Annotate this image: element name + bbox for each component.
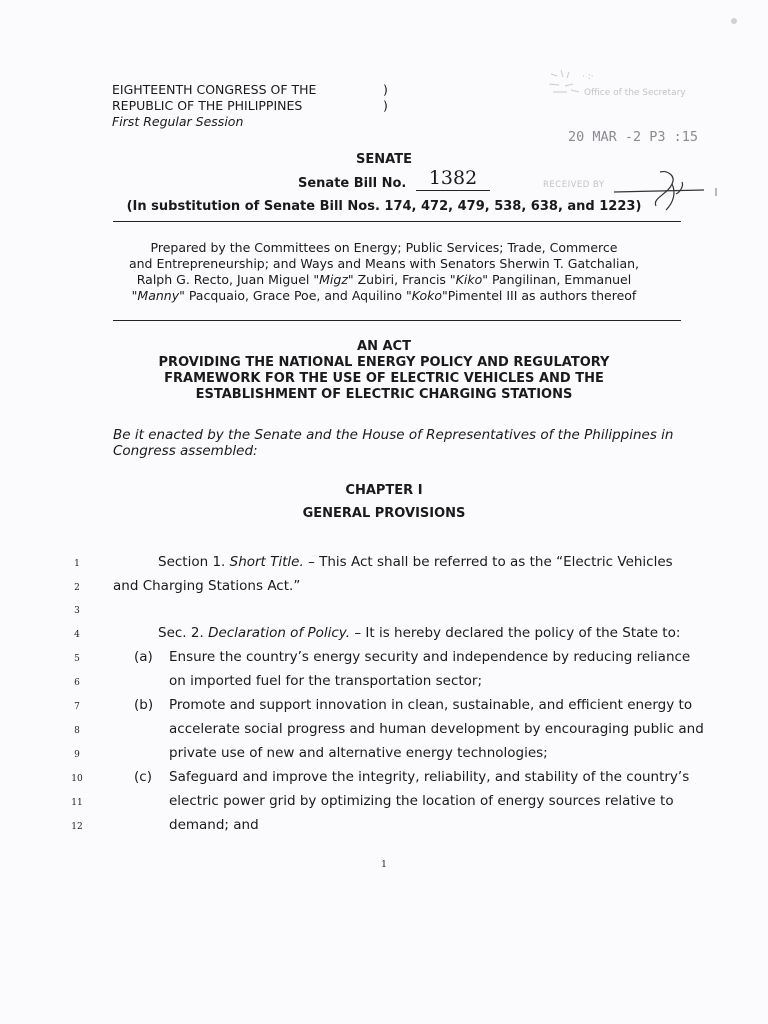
authors-line-2: and Entrepreneurship; and Ways and Means with Senators Sherwin T. Gatchalian, <box>128 256 640 271</box>
item-c-line-1: Safeguard and improve the integrity, reliability, and stability of the country’s <box>169 769 690 785</box>
chapter-name: GENERAL PROVISIONS <box>302 506 466 521</box>
paren-1: ) <box>383 82 388 97</box>
senate-seal-icon <box>545 66 585 100</box>
line-number: 9 <box>74 750 80 760</box>
item-c-line-3: demand; and <box>169 817 259 833</box>
line-number: 2 <box>74 583 80 593</box>
item-b-line-3: private use of new and alternative energy technologies; <box>169 745 548 761</box>
line-number: 12 <box>71 822 83 832</box>
line-number: 1 <box>74 559 80 569</box>
line-number: 11 <box>71 798 83 808</box>
item-a-line-2: on imported fuel for the transportation sector; <box>169 673 483 689</box>
line-number: 6 <box>74 678 80 688</box>
act-title-line-2: FRAMEWORK FOR THE USE OF ELECTRIC VEHICLES AND THE <box>164 371 604 386</box>
line-number: 10 <box>71 774 83 784</box>
paren-2: ) <box>383 98 388 113</box>
section-1-line-2: and Charging Stations Act.” <box>113 578 301 594</box>
page-number: 1 <box>381 860 387 870</box>
item-b-marker: (b) <box>134 697 154 713</box>
act-title-line-1: PROVIDING THE NATIONAL ENERGY POLICY AND REGULATORY <box>158 355 610 370</box>
line-number: 4 <box>74 630 80 640</box>
session-line: First Regular Session <box>112 114 244 129</box>
enacting-clause-line-1: Be it enacted by the Senate and the House of Representatives of the Philippines in <box>113 427 674 443</box>
item-c-line-2: electric power grid by optimizing the location of energy sources relative to <box>169 793 674 809</box>
chapter-number: CHAPTER I <box>345 483 423 498</box>
section-2-line-1: Sec. 2. Declaration of Policy. – It is hereby declared the policy of the State to: <box>158 625 681 641</box>
item-b-line-2: accelerate social progress and human development by encouraging public and <box>169 721 704 737</box>
bill-number-underline <box>416 190 490 191</box>
authors-line-4: "Manny" Pacquaio, Grace Poe, and Aquilino "Koko"Pimentel III as authors thereof <box>131 288 637 303</box>
bill-label: Senate Bill No. <box>298 176 407 191</box>
congress-line: EIGHTEENTH CONGRESS OF THE <box>112 82 317 97</box>
item-c-marker: (c) <box>134 769 152 785</box>
stamp-received-by: RECEIVED BY <box>543 180 605 190</box>
line-number: 7 <box>74 702 80 712</box>
scan-speck <box>731 18 737 24</box>
authors-line-3: Ralph G. Recto, Juan Miguel "Migz" Zubiri, Francis "Kiko" Pangilinan, Emmanuel <box>136 272 632 287</box>
item-b-line-1: Promote and support innovation in clean, sustainable, and efficient energy to <box>169 697 693 713</box>
substitution-line: (In substitution of Senate Bill Nos. 174, 472, 479, 538, 638, and 1223) <box>126 199 642 214</box>
stamp-date: 20 MAR -2 P3 :15 <box>568 129 699 145</box>
chamber-title: SENATE <box>356 152 412 167</box>
authors-line-1: Prepared by the Committees on Energy; Public Services; Trade, Commerce <box>150 240 618 255</box>
line-number: 8 <box>74 726 80 736</box>
rule-bottom <box>113 320 681 321</box>
item-a-line-1: Ensure the country’s energy security and independence by reducing reliance <box>169 649 691 665</box>
republic-line: REPUBLIC OF THE PHILIPPINES <box>112 98 303 113</box>
rule-top <box>113 221 681 222</box>
act-title-line-3: ESTABLISHMENT OF ELECTRIC CHARGING STATIONS <box>195 387 573 402</box>
enacting-clause-line-2: Congress assembled: <box>113 443 258 459</box>
line-number: 3 <box>74 606 80 616</box>
section-1-line-1: Section 1. Short Title. – This Act shall be referred to as the “Electric Vehicles <box>158 554 673 570</box>
act-heading: AN ACT <box>357 339 411 354</box>
bill-number: 1382 <box>428 167 478 189</box>
stamp-office-line: Office of the Secretary <box>584 88 686 98</box>
line-number: 5 <box>74 654 80 664</box>
item-a-marker: (a) <box>134 649 153 665</box>
